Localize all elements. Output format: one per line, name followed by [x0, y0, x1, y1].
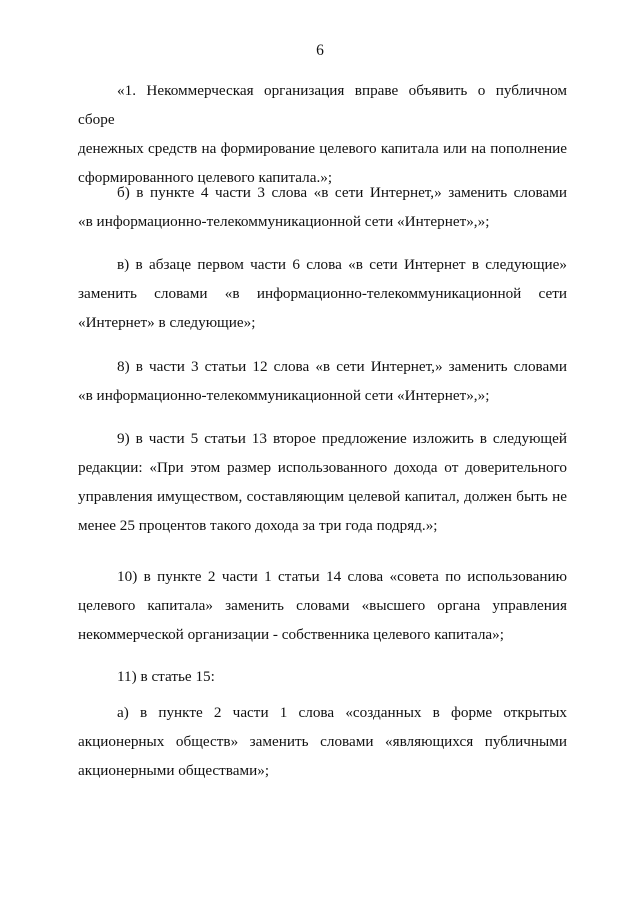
page-number: 6 [316, 42, 324, 59]
paragraph-5 [78, 424, 567, 540]
paragraph-line: 9) в части 5 статьи 13 второе предложение изложить в следующей [117, 430, 567, 447]
paragraph-line: «в информационно-телекоммуникационной сети «Интернет»,»; [78, 213, 490, 230]
paragraph-7 [78, 662, 567, 691]
paragraph-line: акционерными обществами»; [78, 762, 270, 779]
paragraph-line: 10) в пункте 2 части 1 статьи 14 слова «совета по использованию [117, 568, 567, 585]
paragraph-line: б) в пункте 4 части 3 слова «в сети Интернет,» заменить словами [117, 184, 567, 201]
paragraph-line: целевого капитала» заменить словами «высшего органа управления [78, 597, 567, 614]
paragraph-4 [78, 352, 567, 410]
paragraph-3 [78, 250, 567, 337]
paragraph-line: «Интернет» в следующие»; [78, 314, 256, 331]
paragraph-line: акционерных обществ» заменить словами «являющихся публичными [78, 733, 567, 750]
paragraph-line: а) в пункте 2 части 1 слова «созданных в форме открытых [117, 704, 567, 721]
paragraph-line: управления имуществом, составляющим целевой капитал, должен быть не [78, 488, 567, 505]
paragraph-1 [78, 76, 567, 192]
paragraph-line: менее 25 процентов такого дохода за три года подряд.»; [78, 517, 438, 534]
paragraph-line: 8) в части 3 статьи 12 слова «в сети Интернет,» заменить словами [117, 358, 567, 375]
paragraph-2 [78, 178, 567, 236]
paragraph-line: сформированного целевого капитала.»; [78, 169, 333, 186]
paragraph-line: денежных средств на формирование целевого капитала или на пополнение [78, 140, 567, 157]
paragraph-line: «1. Некоммерческая организация вправе объявить о публичном сборе [78, 82, 567, 128]
paragraph-line: заменить словами «в информационно-телекоммуникационной сети [78, 285, 567, 302]
paragraph-6 [78, 562, 567, 649]
paragraph-8 [78, 698, 567, 785]
paragraph-line: 11) в статье 15: [117, 668, 215, 685]
paragraph-line: редакции: «При этом размер использованного дохода от доверительного [78, 459, 567, 476]
paragraph-line: в) в абзаце первом части 6 слова «в сети Интернет в следующие» [117, 256, 567, 273]
paragraph-line: некоммерческой организации - собственника целевого капитала»; [78, 626, 504, 643]
paragraph-line: «в информационно-телекоммуникационной сети «Интернет»,»; [78, 387, 490, 404]
